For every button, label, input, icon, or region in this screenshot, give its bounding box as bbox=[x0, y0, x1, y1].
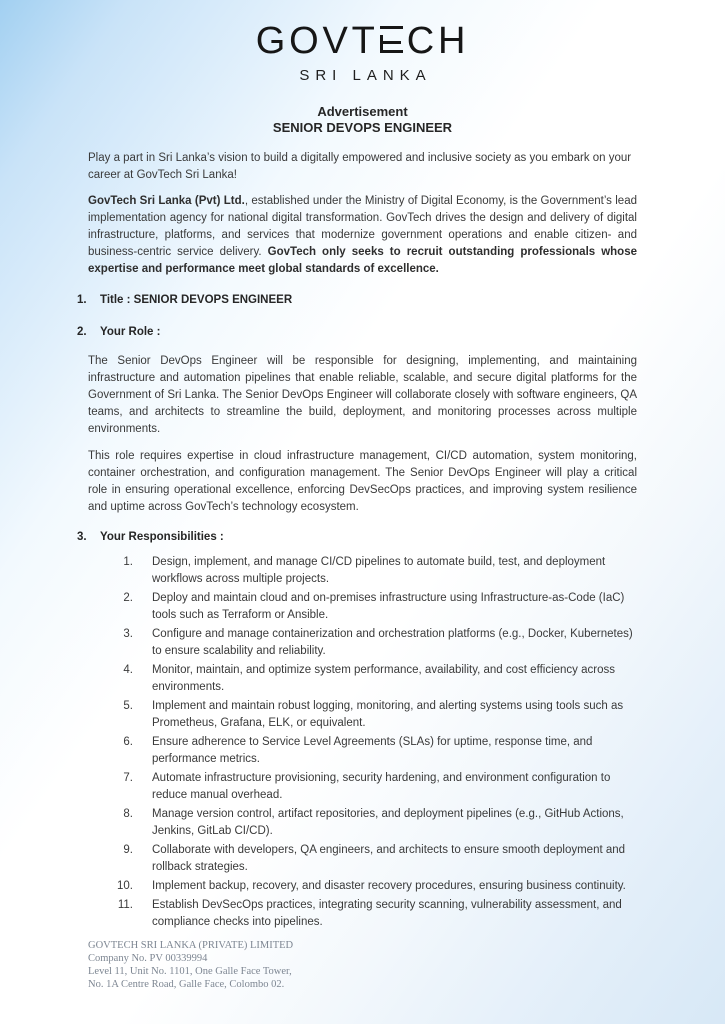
logo-text-right: CH bbox=[406, 20, 470, 62]
footer-address-line-1: Level 11, Unit No. 1101, One Galle Face Tower, bbox=[88, 966, 292, 977]
advertisement-heading: Advertisement bbox=[317, 104, 408, 119]
logo-wordmark bbox=[0, 22, 725, 60]
item-text: Ensure adherence to Service Level Agreements (SLAs) for uptime, response time, and performance metrics. bbox=[152, 736, 593, 765]
footer-address-line-2: No. 1A Centre Road, Galle Face, Colombo 02. bbox=[88, 979, 285, 990]
item-number: 11. bbox=[117, 899, 133, 911]
intro-paragraph-2-body: , established under the Ministry of Digital Economy, is the Government’s lead implementation agency for national digital transformation. GovTech drives the design and delivery of digital infrastructure, platforms, and services that modernize government operations and enable citizen- and business-centric service delivery. bbox=[88, 195, 637, 258]
intro-paragraph-1: Play a part in Sri Lanka’s vision to build a digitally empowered and inclusive society as you embark on your career at GovTech Sri Lanka! bbox=[88, 152, 632, 181]
item-number: 8. bbox=[123, 808, 133, 820]
section-heading-title bbox=[77, 292, 637, 309]
section-heading-text: Your Responsibilities : bbox=[100, 531, 224, 543]
responsibility-item bbox=[88, 806, 637, 840]
item-text: Manage version control, artifact repositories, and deployment pipelines (e.g., GitHub Actions, Jenkins, GitLab CI/CD). bbox=[152, 808, 624, 837]
position-heading: SENIOR DEVOPS ENGINEER bbox=[272, 120, 453, 135]
item-number: 5. bbox=[123, 700, 133, 712]
logo-subtitle: SRI LANKA bbox=[299, 67, 432, 84]
item-text: Deploy and maintain cloud and on-premises infrastructure using Infrastructure-as-Code (IaC) tools such as Terraform or Ansible. bbox=[152, 592, 625, 621]
section-number: 3. bbox=[77, 531, 87, 543]
section-heading-role bbox=[77, 324, 637, 341]
item-number: 6. bbox=[123, 736, 133, 748]
item-number: 3. bbox=[123, 628, 133, 640]
item-number: 7. bbox=[123, 772, 133, 784]
item-text: Automate infrastructure provisioning, security hardening, and environment configuration to reduce manual overhead. bbox=[152, 772, 611, 801]
item-text: Configure and manage containerization and orchestration platforms (e.g., Docker, Kubernetes) to ensure scalability and reliability. bbox=[152, 628, 633, 657]
responsibility-item bbox=[88, 734, 637, 768]
item-text: Monitor, maintain, and optimize system performance, availability, and cost efficiency across environments. bbox=[152, 664, 615, 693]
item-text: Establish DevSecOps practices, integrating security scanning, vulnerability assessment, and compliance checks into pipelines. bbox=[152, 899, 622, 928]
role-paragraph-2: This role requires expertise in cloud infrastructure management, CI/CD automation, system monitoring, container orchestration, and configuration management. The Senior DevOps Engineer will play a critical role in ensuring operational excellence, enforcing DevSecOps practices, and improving system resilience and uptime across GovTech’s technology ecosystem. bbox=[88, 450, 637, 513]
responsibility-item bbox=[88, 698, 637, 732]
item-text: Implement and maintain robust logging, monitoring, and alerting systems using tools such as Prometheus, Grafana, ELK, or equivalent. bbox=[152, 700, 624, 729]
responsibility-item bbox=[88, 590, 637, 624]
logo-text-left: GOVT bbox=[255, 20, 379, 62]
responsibility-item bbox=[88, 842, 637, 876]
item-text: Implement backup, recovery, and disaster recovery procedures, ensuring business continuity. bbox=[152, 880, 626, 892]
section-heading-text: Your Role : bbox=[100, 326, 161, 338]
responsibilities-list bbox=[88, 554, 637, 931]
section-number: 2. bbox=[77, 326, 87, 338]
intro-paragraph-2-emphasis: GovTech only seeks to recruit outstanding professionals whose expertise and performance meet global standards of excellence. bbox=[88, 246, 637, 275]
role-paragraph-1: The Senior DevOps Engineer will be responsible for designing, implementing, and maintaining infrastructure and automation pipelines that enable reliable, scalable, and secure digital platforms for the Government of Sri Lanka. The Senior DevOps Engineer will collaborate closely with software engineers, QA teams, and architects to streamline the build, deployment, and monitoring processes across multiple environments. bbox=[88, 355, 637, 435]
company-name-bold: GovTech Sri Lanka (Pvt) Ltd. bbox=[88, 195, 245, 207]
responsibility-item bbox=[88, 878, 637, 895]
doc-title bbox=[0, 104, 725, 136]
company-footer bbox=[88, 939, 725, 991]
footer-company-name: GOVTECH SRI LANKA (PRIVATE) LIMITED bbox=[88, 940, 294, 951]
item-text: Design, implement, and manage CI/CD pipelines to automate build, test, and deployment workflows across multiple projects. bbox=[152, 556, 606, 585]
item-number: 10. bbox=[117, 880, 133, 892]
responsibility-item bbox=[88, 554, 637, 588]
item-number: 4. bbox=[123, 664, 133, 676]
intro-paragraph-2 bbox=[88, 193, 637, 278]
govtech-logo bbox=[0, 0, 725, 84]
responsibility-item bbox=[88, 897, 637, 931]
responsibility-item bbox=[88, 770, 637, 804]
footer-company-number: Company No. PV 00339994 bbox=[88, 953, 208, 964]
section-heading-responsibilities bbox=[77, 529, 637, 546]
item-number: 1. bbox=[123, 556, 133, 568]
responsibility-item bbox=[88, 626, 637, 660]
item-number: 9. bbox=[123, 844, 133, 856]
responsibility-item bbox=[88, 662, 637, 696]
document-body bbox=[0, 150, 725, 931]
section-heading-text: Title : SENIOR DEVOPS ENGINEER bbox=[100, 294, 293, 306]
item-text: Collaborate with developers, QA engineers, and architects to ensure smooth deployment and rollback strategies. bbox=[152, 844, 626, 873]
section-number: 1. bbox=[77, 294, 87, 306]
logo-stylized-e-icon bbox=[380, 26, 403, 53]
item-number: 2. bbox=[123, 592, 133, 604]
